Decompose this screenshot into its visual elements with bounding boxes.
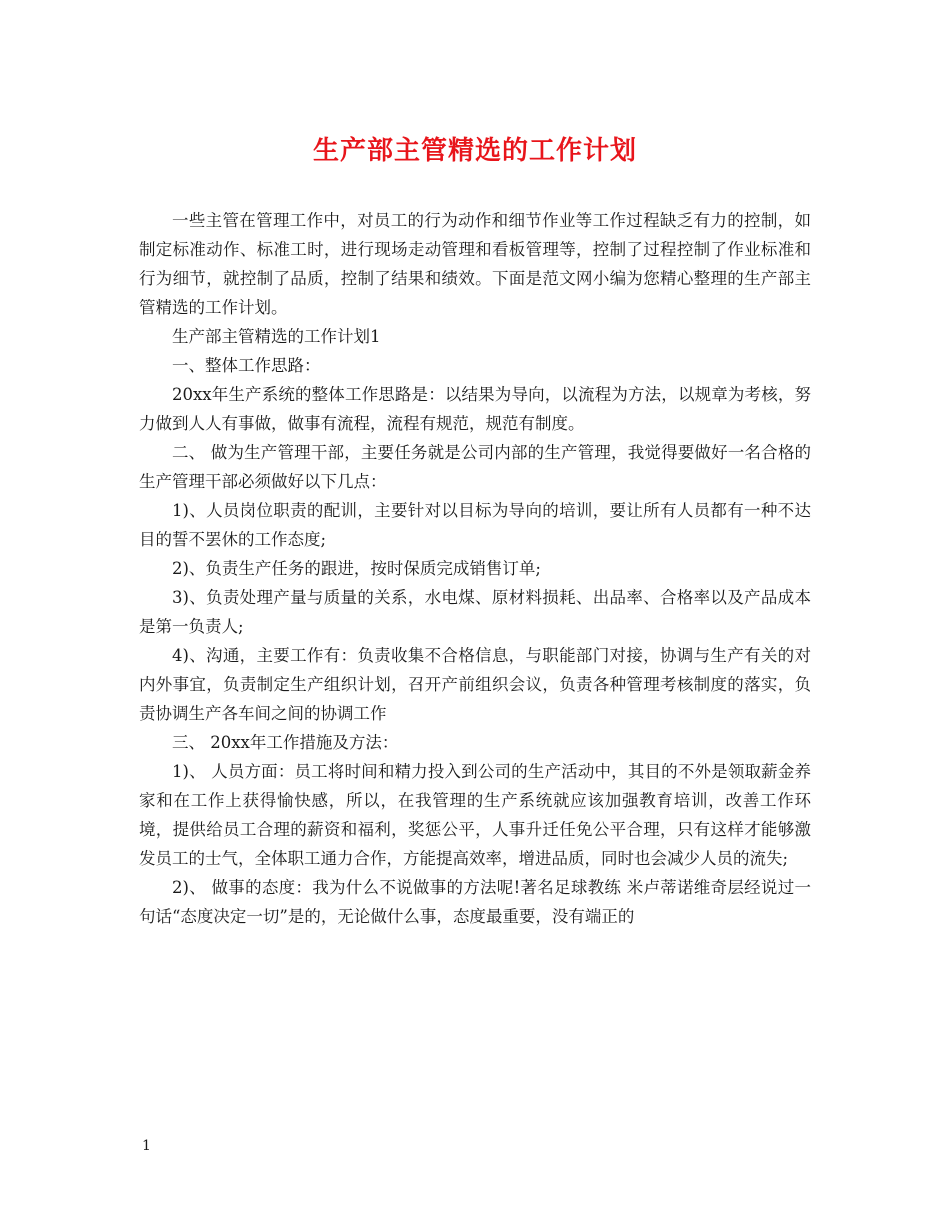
- paragraph-duty-4: 4)、沟通，主要工作有：负责收集不合格信息，与职能部门对接，协调与生产有关的对内外事宜，负责制定生产组织计划，召开产前组织会议，负责各种管理考核制度的落实，负责协调生产各车间之间的协调工作: [139, 646, 811, 723]
- paragraph-measure-1: 1)、 人员方面：员工将时间和精力投入到公司的生产活动中，其目的不外是领取薪金养家和在工作上获得愉快感，所以，在我管理的生产系统就应该加强教育培训，改善工作环境，提供给员工合理的薪资和福利，奖惩公平，人事升迁任免公平合理，只有这样才能够激发员工的士气，全体职工通力合作，方能提高效率，增进品质，同时也会减少人员的流失;: [139, 762, 811, 868]
- paragraph-duty-2: 2)、负责生产任务的跟进，按时保质完成销售订单;: [172, 559, 541, 578]
- paragraph-section-3-heading: 三、 20xx年工作措施及方法：: [172, 733, 399, 752]
- paragraph-plan-heading: 生产部主管精选的工作计划1: [172, 327, 381, 346]
- paragraph-section-1-heading: 一、整体工作思路：: [172, 356, 321, 375]
- paragraph-measure-2: 2)、 做事的态度：我为什么不说做事的方法呢!著名足球教练 米卢蒂诺维奇层经说过一句话“态度决定一切”是的，无论做什么事，态度最重要，没有端正的: [139, 878, 811, 926]
- document-body: [139, 206, 811, 931]
- paragraph-duty-3: 3)、负责处理产量与质量的关系，水电煤、原材料损耗、出品率、合格率以及产品成本是第一负责人;: [139, 588, 811, 636]
- paragraph-section-2-heading: 二、 做为生产管理干部，主要任务就是公司内部的生产管理，我觉得要做好一名合格的生产管理干部必须做好以下几点：: [139, 443, 811, 491]
- document-title: 生产部主管精选的工作计划: [312, 136, 637, 166]
- paragraph-overall-approach: 20xx年生产系统的整体工作思路是：以结果为导向，以流程为方法，以规章为考核，努力做到人人有事做，做事有流程，流程有规范，规范有制度。: [139, 385, 811, 433]
- paragraph-intro: 一些主管在管理工作中，对员工的行为动作和细节作业等工作过程缺乏有力的控制，如制定标准动作、标准工时，进行现场走动管理和看板管理等，控制了过程控制了作业标准和行为细节，就控制了品质，控制了结果和绩效。下面是范文网小编为您精心整理的生产部主管精选的工作计划。: [139, 211, 811, 317]
- page-number: 1: [142, 1138, 151, 1154]
- paragraph-duty-1: 1)、人员岗位职责的配训，主要针对以目标为导向的培训，要让所有人员都有一种不达目的誓不罢休的工作态度;: [139, 501, 811, 549]
